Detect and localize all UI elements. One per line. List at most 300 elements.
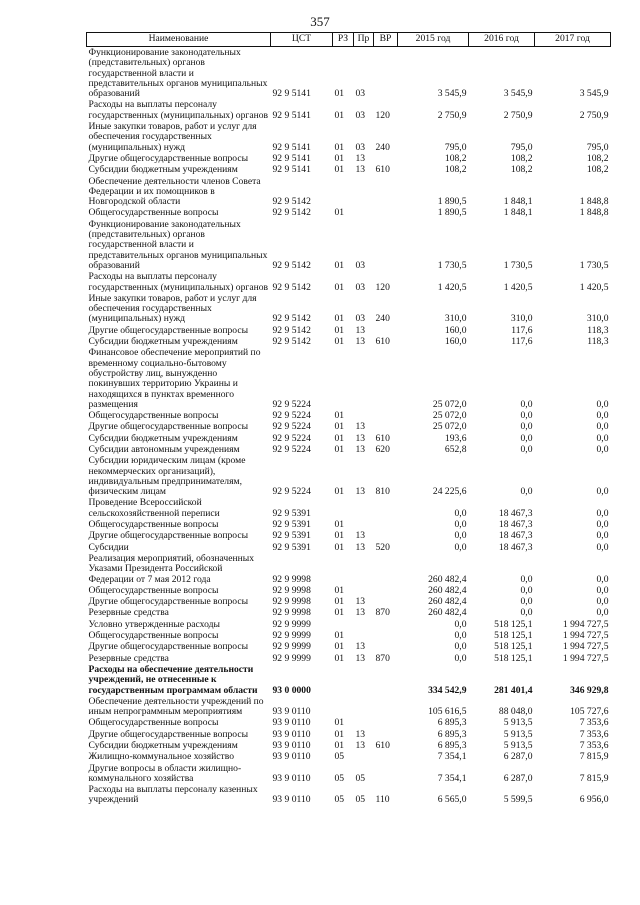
table-row (87, 553, 611, 585)
row-2017: 1 994 727,5 (562, 630, 609, 642)
table-row (87, 585, 611, 596)
row-pr (354, 553, 374, 585)
row-2017: 0,0 (596, 443, 609, 455)
row-rz: 01 (334, 207, 345, 219)
row-vr (374, 763, 398, 785)
row-2017: 0,0 (596, 421, 609, 433)
row-2015: 3 545,9 (437, 88, 467, 100)
row-name: Проведение Всероссийской сельскохозяйственной переписи (88, 497, 220, 519)
row-2017: 2 750,9 (579, 109, 609, 121)
row-2017: 6 956,0 (579, 794, 609, 806)
row-rz: 01 (334, 336, 345, 348)
row-cst: 92 9 5142 (272, 336, 311, 348)
row-2017: 3 545,9 (579, 88, 609, 100)
row-vr: 610 (375, 740, 390, 751)
row-2015: 1 890,5 (437, 196, 467, 208)
row-vr (374, 585, 398, 596)
row-name: Субсидии бюджетным учреждениям (88, 164, 238, 176)
row-pr: 13 (355, 164, 366, 176)
row-vr (374, 641, 398, 652)
row-vr (374, 207, 398, 218)
row-2015: 6 895,3 (437, 728, 467, 740)
table-row (87, 219, 611, 271)
header-2016: 2016 год (469, 33, 535, 47)
row-cst: 92 9 9999 (272, 618, 311, 630)
header-vr: ВР (374, 33, 398, 47)
table-row (87, 433, 611, 444)
row-2015: 6 895,3 (437, 717, 467, 729)
row-2016: 5 913,5 (503, 728, 533, 740)
row-rz: 01 (334, 421, 345, 433)
table-row (87, 542, 611, 553)
table-row (87, 729, 611, 740)
row-name: Другие общегосударственные вопросы (88, 152, 249, 164)
row-cst: 92 9 5142 (272, 196, 311, 208)
row-pr (354, 717, 374, 728)
row-rz: 05 (334, 794, 345, 806)
row-rz (333, 619, 354, 630)
row-cst: 92 9 9998 (272, 596, 311, 608)
row-2016: 88 048,0 (498, 706, 533, 718)
row-pr: 03 (355, 141, 366, 153)
row-2015: 0,0 (454, 641, 467, 653)
row-2016: 0,0 (520, 398, 533, 410)
row-cst: 92 9 5142 (272, 313, 311, 325)
row-2017: 108,2 (586, 164, 609, 176)
row-name: Общегосударственные вопросы (88, 717, 219, 729)
table-row (87, 455, 611, 497)
row-vr (374, 153, 398, 164)
row-name: Жилищно-коммунальное хозяйство (88, 751, 235, 763)
row-name: Иные закупки товаров, работ и услуг для обеспечения государственных (муниципальных) нужд (88, 292, 257, 325)
row-vr (374, 553, 398, 585)
table-row (87, 751, 611, 762)
row-2015: 0,0 (454, 630, 467, 642)
row-pr (354, 519, 374, 530)
row-name: Общегосударственные вопросы (88, 630, 219, 642)
row-vr (374, 596, 398, 607)
table-row (87, 717, 611, 728)
row-cst: 92 9 5141 (272, 141, 311, 153)
row-vr (374, 47, 398, 100)
row-2016: 18 467,3 (498, 507, 533, 519)
row-2016: 108,2 (510, 152, 533, 164)
row-name: Резервные средства (88, 652, 169, 664)
row-pr: 03 (355, 281, 366, 293)
row-vr (374, 717, 398, 728)
row-2016: 310,0 (510, 313, 533, 325)
row-pr: 13 (355, 421, 366, 433)
row-vr (374, 497, 398, 519)
row-vr: 120 (375, 109, 390, 121)
table-row (87, 410, 611, 421)
row-2015: 0,0 (454, 541, 467, 553)
row-vr: 240 (375, 313, 390, 325)
table-row (87, 653, 611, 664)
row-cst: 92 9 5224 (272, 432, 311, 444)
row-2017: 105 727,6 (570, 706, 609, 718)
row-pr: 13 (355, 336, 366, 348)
row-2015: 193,6 (444, 432, 467, 444)
row-2017: 7 815,9 (579, 751, 609, 763)
row-name: Субсидии (88, 541, 129, 553)
row-rz: 01 (334, 324, 345, 336)
row-name: Субсидии бюджетным учреждениям (88, 432, 238, 444)
row-cst: 93 9 0110 (272, 717, 311, 729)
table-row (87, 763, 611, 785)
row-vr: 810 (375, 486, 390, 498)
row-pr: 13 (355, 740, 366, 751)
row-2015: 0,0 (454, 519, 467, 531)
row-2015: 1 890,5 (437, 207, 467, 219)
row-name: Другие общегосударственные вопросы (88, 641, 249, 653)
table-header-row (87, 33, 611, 47)
table-row (87, 641, 611, 652)
row-cst: 92 9 5391 (272, 507, 311, 519)
row-cst: 92 9 9998 (272, 584, 311, 596)
row-name: Расходы на выплаты персоналу государственных (муниципальных) органов (88, 271, 269, 293)
row-cst: 92 9 5391 (272, 541, 311, 553)
row-pr: 13 (355, 641, 366, 653)
row-2017: 7 815,9 (579, 772, 609, 784)
row-cst: 92 9 5141 (272, 152, 311, 164)
row-2015: 6 895,3 (437, 740, 467, 751)
row-cst: 92 9 9999 (272, 641, 311, 653)
row-2015: 7 354,1 (437, 751, 467, 763)
header-name: Наименование (87, 33, 271, 47)
row-rz: 01 (334, 541, 345, 553)
row-2016: 0,0 (520, 573, 533, 585)
row-2017: 0,0 (596, 507, 609, 519)
row-pr: 13 (355, 541, 366, 553)
row-2016: 0,0 (520, 486, 533, 498)
row-rz: 01 (334, 717, 345, 729)
row-2016: 108,2 (510, 164, 533, 176)
table-row (87, 47, 611, 100)
row-rz: 01 (334, 607, 345, 619)
row-vr: 240 (375, 141, 390, 153)
row-2015: 0,0 (454, 618, 467, 630)
row-pr: 13 (355, 443, 366, 455)
row-2016: 18 467,3 (498, 541, 533, 553)
row-vr: 610 (375, 432, 390, 444)
row-pr: 05 (355, 772, 366, 784)
row-cst: 92 9 5224 (272, 410, 311, 422)
row-name: Иные закупки товаров, работ и услуг для обеспечения государственных (муниципальных) нужд (88, 121, 257, 153)
row-cst: 93 9 0110 (272, 751, 311, 763)
row-name: Расходы на выплаты персоналу государственных (муниципальных) органов (88, 99, 269, 121)
table-row (87, 784, 611, 806)
row-2015: 260 482,4 (428, 573, 467, 585)
row-pr (354, 176, 374, 208)
row-2017: 0,0 (596, 432, 609, 444)
row-rz (333, 176, 354, 208)
row-2015: 25 072,0 (432, 398, 467, 410)
row-name: Функционирование законодательных (представительных) органов государственной власти и представительных органов муниципальных образований (88, 47, 268, 100)
header-2015: 2015 год (398, 33, 469, 47)
row-rz: 01 (334, 641, 345, 653)
row-2015: 260 482,4 (428, 584, 467, 596)
row-vr (374, 410, 398, 421)
row-2016: 281 401,4 (494, 684, 533, 696)
row-rz: 01 (334, 728, 345, 740)
row-2016: 3 545,9 (503, 88, 533, 100)
row-pr: 13 (355, 432, 366, 444)
row-rz: 01 (334, 652, 345, 664)
row-pr: 03 (355, 313, 366, 325)
row-cst: 93 9 0110 (272, 794, 311, 806)
row-pr: 13 (355, 652, 366, 664)
table-row (87, 325, 611, 336)
row-2016: 1 420,5 (503, 281, 533, 293)
row-2017: 118,3 (587, 324, 609, 336)
table-row (87, 619, 611, 630)
row-pr (354, 751, 374, 762)
row-rz: 01 (334, 141, 345, 153)
row-2015: 108,2 (444, 152, 467, 164)
row-pr (354, 497, 374, 519)
row-rz: 01 (334, 740, 345, 751)
table-row (87, 176, 611, 208)
row-pr (354, 207, 374, 218)
row-2017: 0,0 (596, 519, 609, 531)
table-row (87, 596, 611, 607)
row-2015: 0,0 (454, 507, 467, 519)
row-rz (333, 664, 354, 696)
row-vr: 520 (375, 541, 390, 553)
row-2016: 1 848,1 (503, 196, 533, 208)
row-rz: 01 (334, 530, 345, 542)
row-rz: 01 (334, 281, 345, 293)
table-row (87, 99, 611, 121)
row-cst: 92 9 5142 (272, 207, 311, 219)
table-row (87, 630, 611, 641)
row-2016: 518 125,1 (494, 641, 533, 653)
row-rz: 01 (334, 109, 345, 121)
row-2016: 518 125,1 (494, 652, 533, 664)
row-name: Субсидии автономным учреждениям (88, 443, 240, 455)
row-rz: 01 (334, 596, 345, 608)
row-2015: 7 354,1 (437, 772, 467, 784)
row-cst: 92 9 5391 (272, 519, 311, 531)
table-row (87, 497, 611, 519)
row-rz: 01 (334, 313, 345, 325)
row-2015: 1 420,5 (437, 281, 467, 293)
row-2015: 1 730,5 (437, 259, 467, 271)
row-rz: 01 (334, 486, 345, 498)
row-name: Функционирование законодательных (представительных) органов государственной власти и представительных органов муниципальных образований (88, 218, 268, 271)
row-2017: 0,0 (596, 398, 609, 410)
header-pr: Пр (354, 33, 374, 47)
row-2016: 0,0 (520, 432, 533, 444)
row-2015: 334 542,9 (428, 684, 467, 696)
row-name: Общегосударственные вопросы (88, 410, 219, 422)
row-cst: 92 9 5224 (272, 486, 311, 498)
row-2015: 160,0 (444, 324, 467, 336)
header-cst: ЦСТ (271, 33, 333, 47)
row-pr: 13 (355, 596, 366, 608)
row-rz: 01 (334, 410, 345, 422)
row-name: Субсидии бюджетным учреждениям (88, 740, 238, 751)
row-name: Резервные средства (88, 607, 169, 619)
table-row (87, 519, 611, 530)
row-2017: 1 994 727,5 (562, 618, 609, 630)
row-rz: 01 (334, 164, 345, 176)
row-vr (374, 630, 398, 641)
row-name: Другие общегосударственные вопросы (88, 421, 249, 433)
row-cst: 92 9 5224 (272, 398, 311, 410)
row-cst: 92 9 9998 (272, 573, 311, 585)
row-vr: 120 (375, 281, 390, 293)
row-cst: 93 9 0110 (272, 706, 311, 718)
row-cst: 92 9 9998 (272, 607, 311, 619)
table-row (87, 293, 611, 325)
row-2017: 795,0 (586, 141, 609, 153)
row-cst: 92 9 5141 (272, 88, 311, 100)
row-rz: 01 (334, 432, 345, 444)
row-rz (333, 347, 354, 410)
row-vr: 870 (375, 607, 390, 619)
row-2017: 118,3 (587, 336, 609, 348)
row-2017: 1 848,8 (579, 196, 609, 208)
row-2015: 795,0 (444, 141, 467, 153)
row-name: Другие общегосударственные вопросы (88, 530, 249, 542)
row-2017: 346 929,8 (570, 684, 609, 696)
row-rz: 01 (334, 259, 345, 271)
row-2015: 652,8 (444, 443, 467, 455)
row-2016: 1 848,1 (503, 207, 533, 219)
row-vr (374, 729, 398, 740)
row-2016: 0,0 (520, 421, 533, 433)
row-2017: 1 994 727,5 (562, 652, 609, 664)
row-2015: 0,0 (454, 530, 467, 542)
row-2017: 7 353,6 (579, 740, 609, 751)
table-row (87, 164, 611, 175)
row-rz (333, 553, 354, 585)
row-2016: 117,6 (511, 336, 533, 348)
row-2015: 105 616,5 (428, 706, 467, 718)
table-row (87, 336, 611, 347)
row-vr (374, 619, 398, 630)
row-cst: 92 9 5391 (272, 530, 311, 542)
row-pr: 03 (355, 259, 366, 271)
row-2015: 310,0 (444, 313, 467, 325)
row-pr: 05 (355, 794, 366, 806)
row-name: Финансовое обеспечение мероприятий по временному социально-бытовому обустройству лиц, вынужденно покинувших территорию Украины и находящихся в пунктах временного размещения (88, 347, 261, 410)
row-name: Другие общегосударственные вопросы (88, 596, 249, 608)
row-2017: 0,0 (596, 596, 609, 608)
row-2017: 7 353,6 (579, 728, 609, 740)
row-2015: 6 565,0 (437, 794, 467, 806)
row-2016: 0,0 (520, 596, 533, 608)
row-cst: 92 9 5224 (272, 443, 311, 455)
row-name: Обеспечение деятельности учреждений по иным непрограммным мероприятиям (88, 695, 264, 718)
row-2017: 1 848,8 (579, 207, 609, 219)
row-2017: 1 420,5 (579, 281, 609, 293)
row-2017: 7 353,6 (579, 717, 609, 729)
row-pr (354, 696, 374, 718)
row-vr (374, 219, 398, 271)
row-2016: 6 287,0 (503, 751, 533, 763)
row-2016: 5 913,5 (503, 717, 533, 729)
row-2016: 18 467,3 (498, 530, 533, 542)
budget-table (86, 32, 611, 806)
row-2017: 310,0 (586, 313, 609, 325)
header-rz: РЗ (333, 33, 354, 47)
row-2016: 5 913,5 (503, 740, 533, 751)
row-cst: 92 9 5141 (272, 109, 311, 121)
row-2015: 160,0 (444, 336, 467, 348)
row-2016: 795,0 (510, 141, 533, 153)
row-rz: 05 (334, 772, 345, 784)
row-rz (333, 497, 354, 519)
row-pr (354, 347, 374, 410)
row-vr: 870 (375, 652, 390, 664)
row-vr: 620 (375, 443, 390, 455)
row-pr: 03 (355, 109, 366, 121)
row-pr: 13 (355, 607, 366, 619)
row-2017: 1 730,5 (579, 259, 609, 271)
row-cst: 92 9 9999 (272, 652, 311, 664)
row-2015: 260 482,4 (428, 607, 467, 619)
row-2017: 1 994 727,5 (562, 641, 609, 653)
row-pr: 13 (355, 486, 366, 498)
row-2017: 0,0 (596, 607, 609, 619)
row-cst: 92 9 5141 (272, 164, 311, 176)
page-number: 357 (310, 14, 330, 29)
row-vr: 110 (375, 794, 390, 806)
row-name: Расходы на выплаты персоналу казенных учреждений (88, 784, 258, 806)
row-cst: 93 9 0110 (272, 728, 311, 740)
row-vr (374, 176, 398, 208)
row-name: Условно утвержденные расходы (88, 618, 220, 630)
row-2015: 24 225,6 (432, 486, 467, 498)
table-row (87, 530, 611, 541)
row-vr (374, 421, 398, 432)
row-2017: 0,0 (596, 573, 609, 585)
row-2016: 1 730,5 (503, 259, 533, 271)
table-row (87, 121, 611, 153)
row-pr: 13 (355, 530, 366, 542)
table-row (87, 421, 611, 432)
row-2016: 0,0 (520, 410, 533, 422)
row-pr (354, 619, 374, 630)
row-rz: 01 (334, 519, 345, 531)
row-2017: 0,0 (596, 530, 609, 542)
table-row (87, 444, 611, 455)
table-row (87, 696, 611, 718)
row-2016: 2 750,9 (503, 109, 533, 121)
row-name: Общегосударственные вопросы (88, 584, 219, 596)
row-name: Другие общегосударственные вопросы (88, 728, 249, 740)
row-name: Субсидии бюджетным учреждениям (88, 336, 238, 348)
row-2015: 0,0 (454, 652, 467, 664)
row-2015: 25 072,0 (432, 410, 467, 422)
row-2016: 18 467,3 (498, 519, 533, 531)
row-2017: 0,0 (596, 486, 609, 498)
table-row (87, 607, 611, 618)
table-row (87, 207, 611, 218)
row-2016: 518 125,1 (494, 630, 533, 642)
table-row (87, 271, 611, 293)
row-name: Другие общегосударственные вопросы (88, 324, 249, 336)
row-cst: 92 9 5224 (272, 421, 311, 433)
table-row (87, 153, 611, 164)
row-cst: 92 9 5142 (272, 281, 311, 293)
row-vr (374, 530, 398, 541)
row-rz: 01 (334, 152, 345, 164)
row-2016: 0,0 (520, 443, 533, 455)
